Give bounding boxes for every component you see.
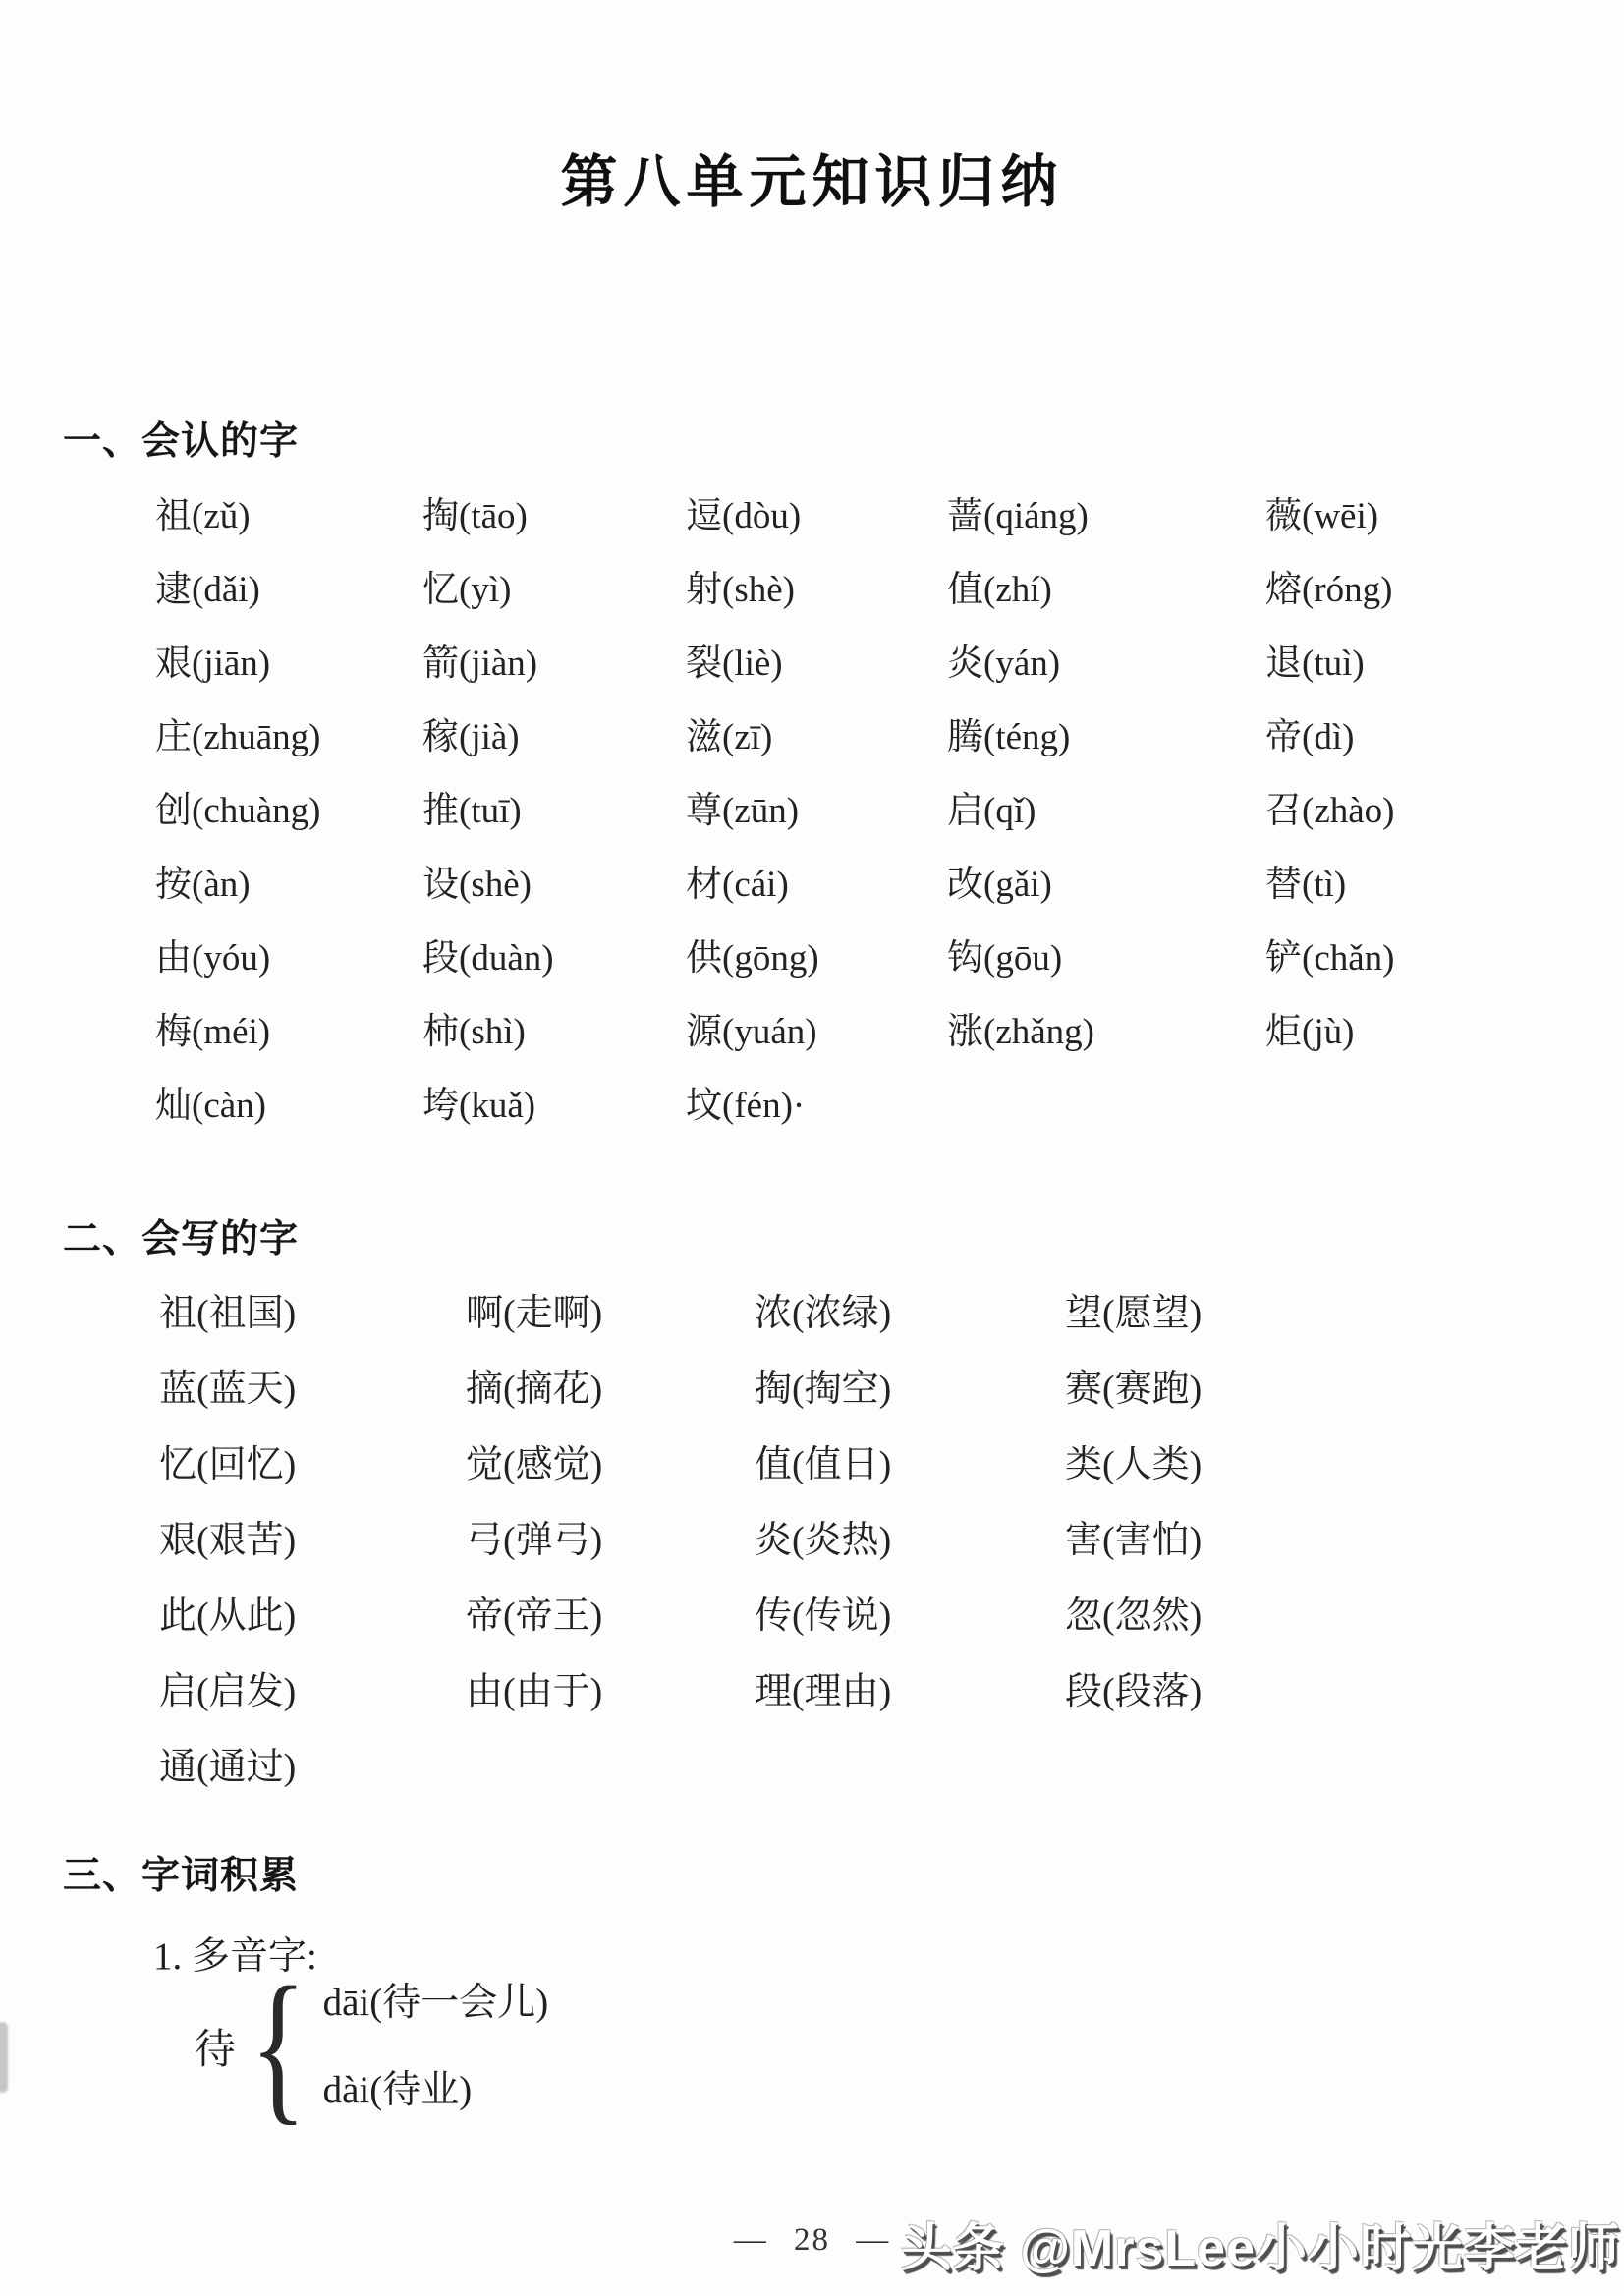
char-entry: 艰(jiān) — [155, 644, 271, 684]
char-entry: 铲(chǎn) — [1265, 938, 1395, 979]
char-row — [159, 1427, 1554, 1502]
char-entry: 理(理由) — [755, 1670, 892, 1712]
char-entry: 钩(gōu) — [947, 938, 1063, 979]
char-entry: 滋(zī) — [686, 717, 773, 757]
char-entry: 忆(回忆) — [159, 1443, 297, 1485]
char-entry: 害(害怕) — [1065, 1519, 1203, 1561]
char-entry: 庄(zhuāng) — [155, 717, 321, 757]
char-entry: 觉(感觉) — [466, 1443, 603, 1485]
char-entry: 类(人类) — [1065, 1443, 1203, 1485]
char-row — [155, 479, 1590, 553]
char-row — [159, 1653, 1554, 1729]
char-entry: 蔷(qiáng) — [947, 496, 1089, 536]
char-row — [155, 553, 1590, 627]
char-entry: 柿(shì) — [422, 1012, 526, 1052]
char-entry: 设(shè) — [422, 865, 532, 905]
scan-artifact — [0, 2022, 8, 2093]
char-entry: 箭(jiàn) — [422, 644, 538, 684]
char-entry: 逗(dòu) — [686, 496, 802, 536]
char-row — [155, 995, 1590, 1069]
write-characters-grid — [159, 1275, 1554, 1805]
char-row — [155, 848, 1590, 922]
char-entry: 熔(róng) — [1265, 570, 1393, 610]
char-entry: 此(从此) — [159, 1595, 297, 1637]
char-entry: 掏(掏空) — [755, 1368, 892, 1410]
char-entry: 推(tuī) — [422, 791, 522, 831]
char-entry: 坟(fén)· — [686, 1086, 806, 1126]
char-entry: 逮(dǎi) — [155, 570, 260, 610]
char-row — [155, 922, 1590, 995]
section-heading-recognize-characters: 一、会认的字 — [63, 420, 300, 463]
char-row — [155, 627, 1590, 700]
char-entry: 忆(yì) — [422, 570, 512, 610]
char-row — [159, 1351, 1554, 1427]
char-row — [159, 1502, 1554, 1578]
polyphone-reading: dāi(待一会儿) — [322, 1982, 549, 2024]
char-entry: 启(启发) — [159, 1670, 297, 1712]
char-entry: 薇(wēi) — [1265, 496, 1379, 536]
char-entry: 炎(炎热) — [755, 1519, 892, 1561]
polyphone-subheading: 1. 多音字: — [153, 1935, 317, 1978]
char-entry: 啊(走啊) — [466, 1292, 603, 1334]
char-row — [155, 774, 1590, 848]
char-entry: 由(yóu) — [155, 938, 271, 979]
section-heading-write-characters: 二、会写的字 — [63, 1218, 300, 1260]
char-entry: 望(愿望) — [1065, 1292, 1203, 1334]
char-entry: 创(chuàng) — [155, 791, 321, 831]
polyphone-reading: dài(待业) — [322, 2069, 473, 2111]
char-entry: 值(zhí) — [947, 570, 1052, 610]
char-row — [155, 1069, 1590, 1143]
char-entry: 祖(祖国) — [159, 1292, 297, 1334]
char-entry: 炎(yán) — [947, 644, 1061, 684]
char-entry: 摘(摘花) — [466, 1368, 603, 1410]
char-entry: 源(yuán) — [686, 1012, 817, 1052]
char-entry: 忽(忽然) — [1065, 1595, 1203, 1637]
char-entry: 尊(zūn) — [686, 791, 800, 831]
char-entry: 替(tì) — [1265, 865, 1347, 905]
char-entry: 赛(赛跑) — [1065, 1368, 1203, 1410]
brace-glyph: { — [250, 1953, 308, 2140]
polyphone-character: 待 — [195, 2028, 237, 2073]
char-entry: 祖(zǔ) — [155, 496, 251, 536]
char-entry: 艰(艰苦) — [159, 1519, 297, 1561]
char-row — [159, 1275, 1554, 1351]
char-entry: 灿(càn) — [155, 1086, 266, 1126]
char-entry: 退(tuì) — [1265, 644, 1365, 684]
char-entry: 按(àn) — [155, 865, 251, 905]
char-entry: 浓(浓绿) — [755, 1292, 892, 1334]
char-entry: 裂(liè) — [686, 644, 783, 684]
char-entry: 由(由于) — [466, 1670, 603, 1712]
char-entry: 召(zhào) — [1265, 791, 1395, 831]
char-entry: 材(cái) — [686, 865, 789, 905]
char-entry: 垮(kuǎ) — [422, 1086, 536, 1126]
char-entry: 腾(téng) — [947, 717, 1071, 757]
char-entry: 段(段落) — [1065, 1670, 1203, 1712]
char-entry: 启(qǐ) — [947, 791, 1036, 831]
char-entry: 供(gōng) — [686, 938, 819, 979]
char-row — [155, 700, 1590, 774]
char-entry: 炬(jù) — [1265, 1012, 1355, 1052]
polyphone-group — [195, 1953, 549, 2140]
char-entry: 段(duàn) — [422, 938, 554, 979]
page-title: 第八单元知识归纳 — [560, 150, 1064, 214]
char-entry: 通(通过) — [159, 1746, 297, 1788]
char-entry: 梅(méi) — [155, 1012, 271, 1052]
char-entry: 弓(弹弓) — [466, 1519, 603, 1561]
recognize-characters-grid — [155, 479, 1590, 1143]
char-entry: 帝(dì) — [1265, 717, 1355, 757]
char-row — [159, 1729, 1554, 1805]
section-heading-word-accumulation: 三、字词积累 — [63, 1855, 300, 1897]
char-entry: 蓝(蓝天) — [159, 1368, 297, 1410]
char-entry: 射(shè) — [686, 570, 795, 610]
char-entry: 稼(jià) — [422, 717, 520, 757]
polyphone-readings — [323, 1984, 549, 2109]
char-entry: 涨(zhǎng) — [947, 1012, 1094, 1052]
char-entry: 掏(tāo) — [422, 496, 528, 536]
watermark: 头条 @MrsLee小小时光李老师 — [900, 2220, 1620, 2277]
char-row — [159, 1578, 1554, 1653]
char-entry: 帝(帝王) — [466, 1595, 603, 1637]
char-entry: 改(gǎi) — [947, 865, 1052, 905]
page-number: — 28 — — [733, 2222, 891, 2258]
char-entry: 传(传说) — [755, 1595, 892, 1637]
char-entry: 值(值日) — [755, 1443, 892, 1485]
